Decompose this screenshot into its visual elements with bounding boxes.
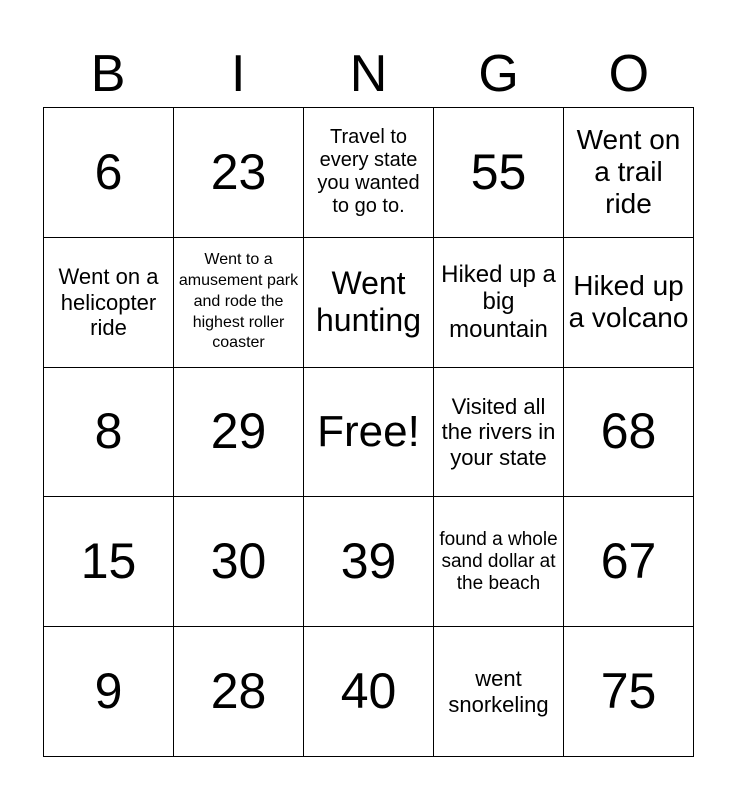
bingo-card [43,107,694,757]
bingo-cell[interactable]: Went on a trail ride [564,108,694,238]
bingo-cell[interactable]: Travel to every state you wanted to go to. [304,108,434,238]
bingo-cell[interactable]: Went on a helicopter ride [44,237,174,367]
bingo-cell[interactable]: Went hunting [304,237,434,367]
free-space[interactable]: Free! [304,367,434,497]
bingo-row [44,237,694,367]
header-letter-g: G [478,45,519,103]
bingo-cell[interactable]: 29 [174,367,304,497]
bingo-row [44,497,694,627]
bingo-row [44,367,694,497]
bingo-cell[interactable]: 68 [564,367,694,497]
bingo-cell[interactable]: 15 [44,497,174,627]
bingo-cell[interactable]: 30 [174,497,304,627]
bingo-cell[interactable]: 40 [304,627,434,757]
bingo-row [44,627,694,757]
header-letter-i: I [231,45,246,103]
bingo-cell[interactable]: Went to a amusement park and rode the highest roller coaster [174,237,304,367]
bingo-cell[interactable]: 67 [564,497,694,627]
bingo-cell[interactable]: Visited all the rivers in your state [434,367,564,497]
bingo-cell[interactable]: 39 [304,497,434,627]
bingo-cell[interactable]: Hiked up a big mountain [434,237,564,367]
header-letter-o: O [608,45,650,103]
bingo-cell[interactable]: 23 [174,108,304,238]
bingo-header [43,44,694,108]
bingo-cell[interactable]: 9 [44,627,174,757]
bingo-cell[interactable]: went snorkeling [434,627,564,757]
bingo-cell[interactable]: 28 [174,627,304,757]
bingo-cell[interactable]: Hiked up a volcano [564,237,694,367]
bingo-cell[interactable]: 55 [434,108,564,238]
bingo-cell[interactable]: found a whole sand dollar at the beach [434,497,564,627]
header-letter-n: N [349,45,388,103]
bingo-cell[interactable]: 75 [564,627,694,757]
bingo-cell[interactable]: 6 [44,108,174,238]
header-letter-b: B [90,45,126,103]
bingo-cell[interactable]: 8 [44,367,174,497]
bingo-row [44,108,694,238]
